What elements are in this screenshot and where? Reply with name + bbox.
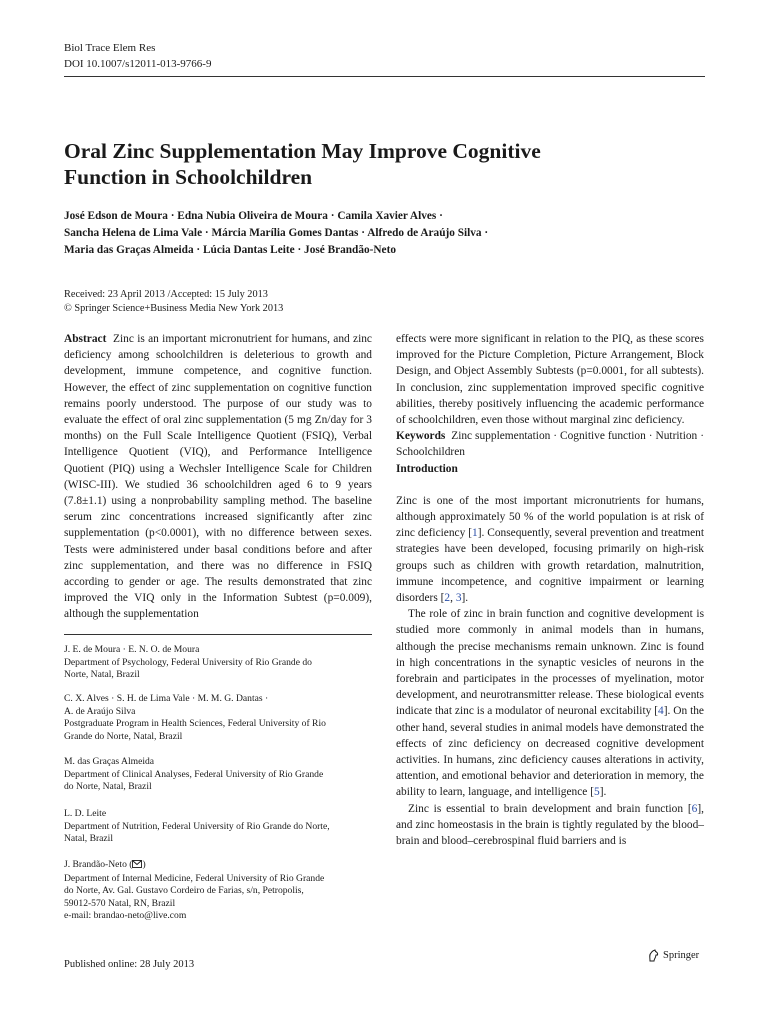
abstract-label: Abstract bbox=[64, 333, 107, 345]
affiliation-line: Department of Nutrition, Federal University of Rio Grande do Norte, bbox=[64, 820, 330, 832]
affiliation-names: L. D. Leite bbox=[64, 808, 107, 819]
email-link[interactable]: e-mail: brandao-neto@live.com bbox=[64, 910, 187, 922]
affiliation-line: Department of Psychology, Federal University of Rio Grande do bbox=[64, 656, 312, 668]
springer-horse-icon bbox=[647, 949, 660, 962]
affiliation-3 bbox=[64, 756, 374, 794]
affiliation-line: Natal, Brazil bbox=[64, 833, 114, 845]
affiliation-line: Postgraduate Program in Health Sciences, Federal University of Rio bbox=[64, 718, 326, 730]
keywords-label: Keywords bbox=[396, 430, 446, 443]
affiliation-5 bbox=[64, 859, 374, 923]
affiliation-line: do Norte, Natal, Brazil bbox=[64, 781, 152, 793]
doi[interactable]: DOI 10.1007/s12011-013-9766-9 bbox=[64, 57, 212, 70]
author-list bbox=[64, 208, 694, 259]
affiliation-names: M. das Graças Almeida bbox=[64, 756, 155, 767]
affiliation-names: J. E. de Moura · E. N. O. de Moura bbox=[64, 644, 200, 655]
citation-link[interactable]: 2 bbox=[444, 592, 451, 605]
section-heading-introduction: Introduction bbox=[396, 462, 458, 475]
publication-dates bbox=[64, 288, 283, 316]
header-rule bbox=[64, 76, 705, 77]
authors-line: José Edson de Moura · Edna Nubia Oliveira de Moura · Camila Xavier Alves · bbox=[64, 210, 443, 222]
citation-link[interactable]: 6 bbox=[691, 802, 698, 815]
abstract-text: Zinc is an important micronutrient for humans, and zinc deficiency among schoolchildren is deleterious to growth and development, immune competence, and cognitive function. However, the effect of zinc supplementation on cognitive function remains poorly understood. The purpose of our study was to evaluate the effect of oral zinc supplementation (5 mg Zn/day for 3 months) on the Full Scale Intelligence Quotient (FSIQ), Verbal Intelligence Quotient (VIQ), and Performance Intelligence Quotient (PIQ) using a Wechsler Intelligence Scale for Children (WISC-III). We studied 36 schoolchildren aged 6 to 9 years (7.8±1.1) using a nonprobability sampling method. The baseline serum zinc concentrations increased significantly after zinc supplementation (p<0.0001), with no difference between sexes. Tests were administered under basal conditions before and after zinc supplementation, and there was no difference in FSIQ according to gender or age. The results demonstrated that zinc improved the VIQ only in the Information Subtest (p=0.009), although the supplementation bbox=[64, 333, 372, 621]
affiliation-line: Norte, Natal, Brazil bbox=[64, 669, 140, 681]
publisher-logo bbox=[647, 949, 699, 962]
affiliation-names: C. X. Alves · S. H. de Lima Vale · M. M. G. Dantas · bbox=[64, 693, 269, 704]
intro-paragraph: Zinc is one of the most important micronutrients for humans, although approximately 50 % of the world population is at risk of zinc deficiency [1]. Consequently, several prevention and treatment strategies have been developed, focusing primarily on high-risk groups such as children with growth retardation, malnutrition, immune incompetence, and cognitive impairment or learning disorders [2, 3]. bbox=[396, 494, 704, 605]
intro-paragraph: Zinc is essential to brain development and brain function [6], and zinc homeostasis in the brain is tightly regulated by the blood–brain and blood–cerebrospinal fluid barriers and is bbox=[396, 802, 704, 848]
journal-name: Biol Trace Elem Res bbox=[64, 42, 156, 54]
citation-link[interactable]: 5 bbox=[594, 786, 600, 799]
abstract-continued: effects were more significant in relation to the PIQ, as these scores improved for the Picture Completion, Picture Arrangement, Block Design, and Object Assembly Subtests (p=0.0001, for all subtests). In conclusion, zinc supplementation improved specific cognitive abilities, thereby positively influencing the academic performance of schoolchildren, even those without marginal zinc deficiency. bbox=[396, 333, 704, 427]
affiliation-line: Grande do Norte, Natal, Brazil bbox=[64, 730, 183, 742]
envelope-icon bbox=[132, 860, 142, 873]
citation-link[interactable]: 4 bbox=[658, 705, 664, 718]
affiliation-line: do Norte, Av. Gal. Gustavo Cordeiro de Farias, s/n, Petropolis, bbox=[64, 885, 304, 897]
affiliation-names: J. Brandão-Neto ( ) bbox=[64, 859, 374, 873]
abstract bbox=[64, 331, 372, 623]
received-accepted: Received: 23 April 2013 /Accepted: 15 July 2013 bbox=[64, 289, 268, 300]
keywords-text: Zinc supplementation · Cognitive function · Nutrition · Schoolchildren bbox=[396, 430, 704, 459]
copyright: © Springer Science+Business Media New York 2013 bbox=[64, 303, 284, 314]
affiliations-rule bbox=[64, 634, 372, 635]
left-column bbox=[64, 331, 372, 623]
affiliation-1 bbox=[64, 644, 374, 682]
authors-line: Sancha Helena de Lima Vale · Márcia Marília Gomes Dantas · Alfredo de Araújo Silva · bbox=[64, 227, 489, 239]
affiliation-names: A. de Araújo Silva bbox=[64, 705, 136, 717]
intro-paragraph: The role of zinc in brain function and cognitive development is studied more commonly in animal models than in humans, although the precise mechanisms remain unknown. Zinc is found in high concentrations in the synaptic vesicles of neurons in the forebrain and participates in the processes of myelination, motor development, and neurotransmitter release. These biological events indicate that zinc is a modulator of neuronal excitability [4]. On the other hand, several studies in animal models have demonstrated the effects of zinc deficiency on decreased cognitive development activities. In humans, zinc deficiency causes alterations in activity, attention, and emotional behavior and deterioration in memory, the ability to learn, language, and intelligence [5]. bbox=[396, 608, 704, 799]
affiliation-4 bbox=[64, 808, 374, 846]
published-online: Published online: 28 July 2013 bbox=[64, 959, 195, 970]
publisher-name: Springer bbox=[663, 950, 700, 961]
affiliation-line: Department of Clinical Analyses, Federal University of Rio Grande bbox=[64, 768, 324, 780]
affiliation-2 bbox=[64, 693, 374, 743]
citation-link[interactable]: 3 bbox=[455, 592, 462, 605]
journal-header bbox=[64, 41, 211, 72]
affiliation-line: Department of Internal Medicine, Federal University of Rio Grande bbox=[64, 872, 325, 884]
affiliation-line: 59012-570 Natal, RN, Brazil bbox=[64, 897, 176, 909]
citation-link[interactable]: 1 bbox=[472, 527, 478, 540]
article-title: Oral Zinc Supplementation May Improve Cognitive Function in Schoolchildren bbox=[64, 139, 541, 189]
right-column bbox=[396, 331, 704, 849]
authors-line: Maria das Graças Almeida · Lúcia Dantas Leite · José Brandão-Neto bbox=[64, 244, 396, 256]
keywords bbox=[396, 428, 704, 460]
